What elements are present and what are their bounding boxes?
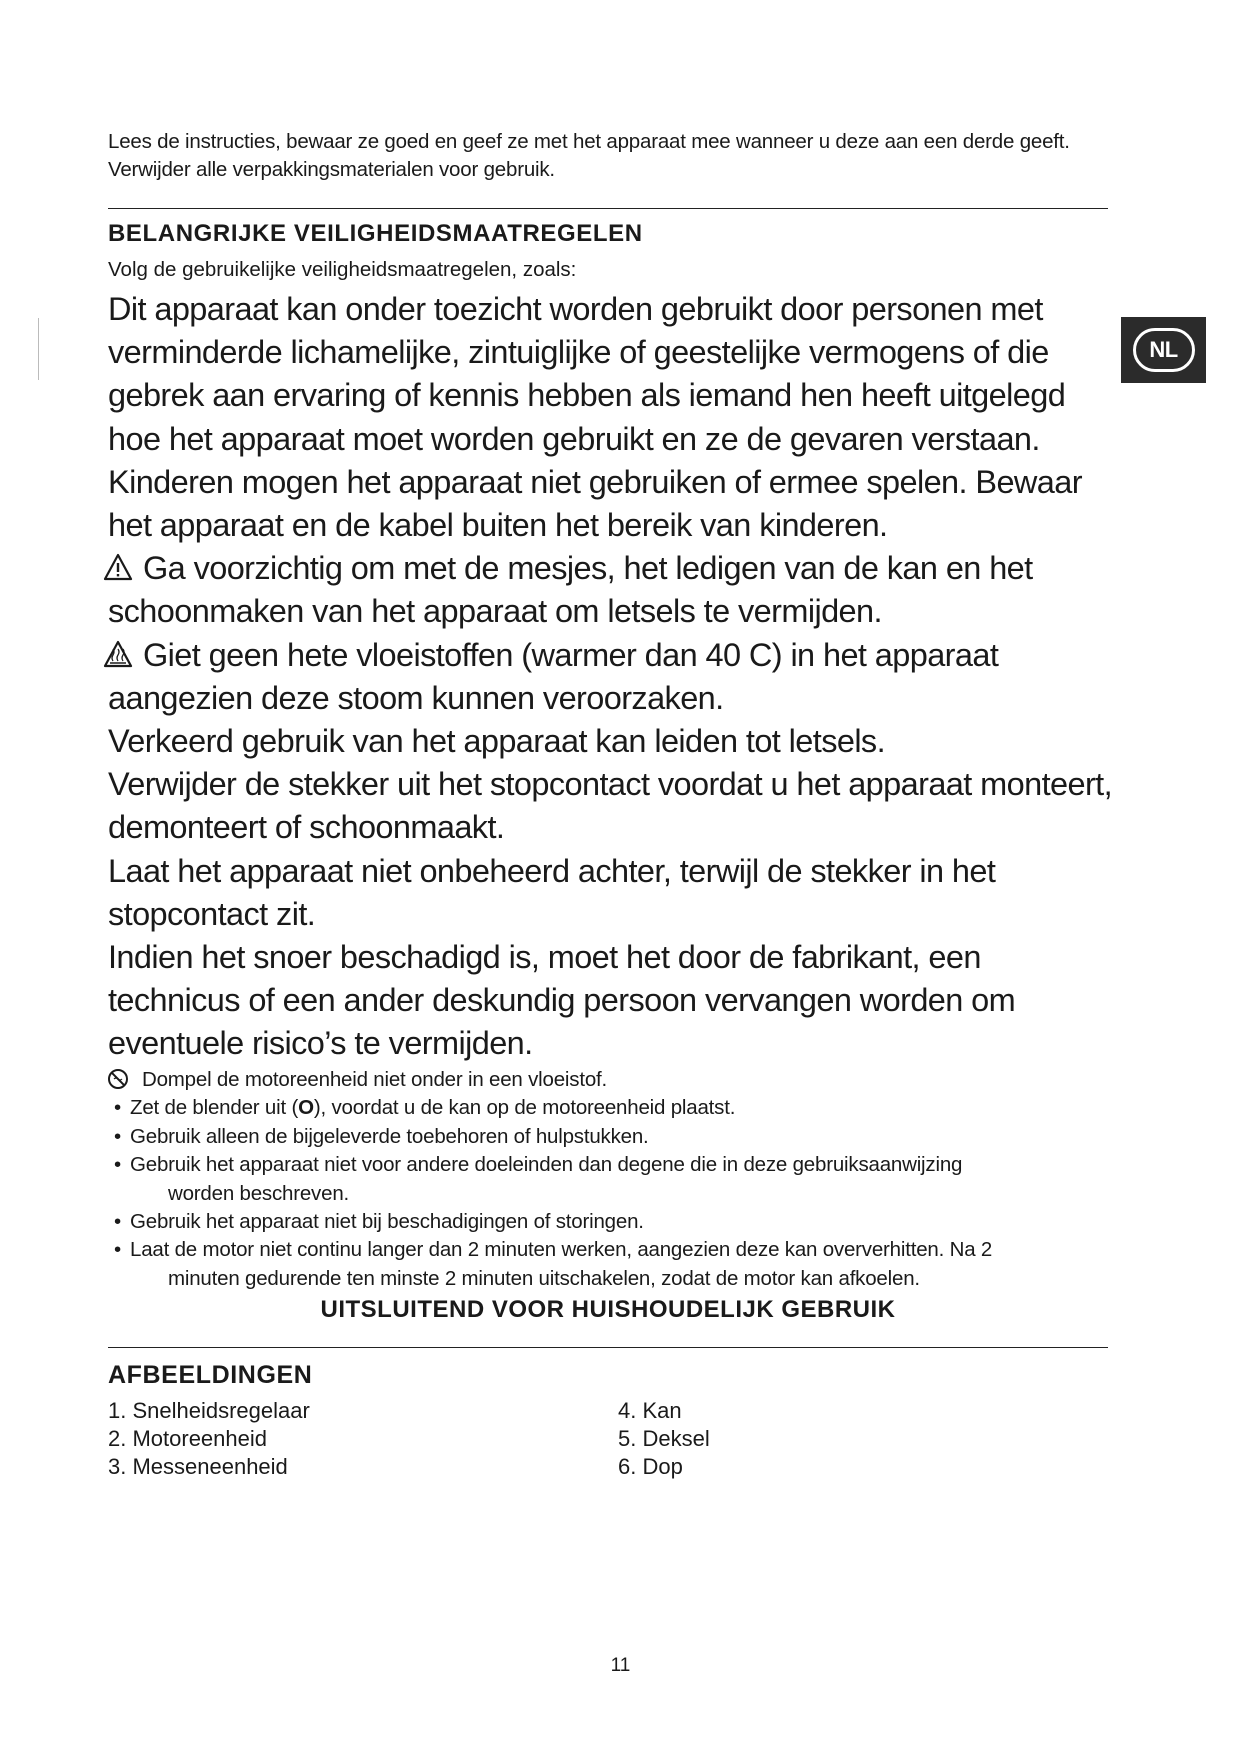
safety-small-list xyxy=(108,1066,1118,1293)
unplug-paragraph: Verwijder de stekker uit het stopcontact voordat u het apparaat monteert, demonteert of schoonmaakt. xyxy=(108,766,1113,846)
safety-large-text xyxy=(108,288,1118,1066)
immerse-note-text: Dompel de motoreenheid niet onder in een vloeistof. xyxy=(142,1068,608,1091)
list-item: • Gebruik het apparaat niet voor andere doeleinden dan degene die in deze gebruiksaanwijzing worden beschreven. xyxy=(114,1153,963,1205)
cord-paragraph: Indien het snoer beschadigd is, moet het door de fabrikant, een technicus of een ander deskundig persoon vervangen worden om eventuele risico’s te vermijden. xyxy=(108,939,1016,1062)
blades-warning xyxy=(108,547,1118,633)
margin-mark xyxy=(38,318,39,380)
warning-triangle-icon xyxy=(103,553,133,581)
list-item: 4. Kan xyxy=(618,1398,682,1423)
bullet-dot: • xyxy=(114,1096,121,1120)
list-item: • Zet de blender uit (O), voordat u de kan op de motoreenheid plaatst. xyxy=(108,1094,1118,1122)
page-number: 11 xyxy=(610,1655,631,1676)
safety-subtitle: Volg de gebruikelijke veiligheidsmaatregelen, zoals: xyxy=(108,258,577,281)
figures-heading: AFBEELDINGEN xyxy=(108,1361,313,1389)
language-tab xyxy=(1121,317,1206,383)
list-item: 1. Snelheidsregelaar xyxy=(108,1398,310,1423)
list-item: • Laat de motor niet continu langer dan 2 minuten werken, aangezien deze kan oververhitten. Na 2 minuten gedurende ten minste 2 minuten uitschakelen, zodat de motor kan afkoelen. xyxy=(114,1238,993,1290)
bullet-dot: • xyxy=(114,1210,121,1234)
bullet-dot: • xyxy=(114,1124,121,1148)
hot-liquid-warning-text: Giet geen hete vloeistoffen (warmer dan 40 C) in het apparaat aangezien deze stoom kunnen veroorzaken. xyxy=(108,636,999,716)
household-only-notice: UITSLUITEND VOOR HUISHOUDELIJK GEBRUIK xyxy=(320,1296,896,1323)
supervision-paragraph: Dit apparaat kan onder toezicht worden gebruikt door personen met verminderde lichamelijke, zintuiglijke of geestelijke vermogens of die gebrek aan ervaring of kennis hebben als iemand hen heeft uitgelegd hoe het apparaat moet worden gebruikt en ze de gevaren verstaan. Kinderen mogen het apparaat niet gebruiken of ermee spelen. Bewaar het apparaat en de kabel buiten het bereik van kinderen. xyxy=(108,291,1082,544)
list-item: • Gebruik alleen de bijgeleverde toebehoren of hulpstukken. xyxy=(108,1123,1118,1151)
hot-liquid-warning xyxy=(108,634,1118,720)
immerse-note xyxy=(108,1066,1118,1094)
hot-surface-warning-icon xyxy=(103,640,133,668)
figures-list-left xyxy=(108,1397,310,1481)
list-item: 2. Motoreenheid xyxy=(108,1426,267,1451)
divider-bottom xyxy=(108,1347,1108,1348)
off-symbol: O xyxy=(298,1096,314,1120)
intro-text: Lees de instructies, bewaar ze goed en geef ze met het apparaat mee wanneer u deze aan een derde geeft. Verwijder alle verpakkingsmaterialen voor gebruik. xyxy=(108,130,1070,181)
divider-top xyxy=(108,208,1108,209)
unattended-paragraph: Laat het apparaat niet onbeheerd achter, terwijl de stekker in het stopcontact zit. xyxy=(108,852,996,932)
list-item: 6. Dop xyxy=(618,1454,683,1479)
bullet-dot: • xyxy=(114,1153,121,1177)
language-tab-label: NL xyxy=(1133,328,1195,372)
bullet-dot: • xyxy=(114,1238,121,1262)
blades-warning-text: Ga voorzichtig om met de mesjes, het ledigen van de kan en het schoonmaken van het apparaat om letsels te vermijden. xyxy=(108,550,1033,630)
misuse-paragraph: Verkeerd gebruik van het apparaat kan leiden tot letsels. xyxy=(108,723,886,760)
list-item: • Gebruik het apparaat niet bij beschadigingen of storingen. xyxy=(108,1208,1118,1236)
safety-heading: BELANGRIJKE VEILIGHEIDSMAATREGELEN xyxy=(108,220,643,247)
list-item: 3. Messeneenheid xyxy=(108,1454,288,1479)
figures-list-right xyxy=(618,1397,710,1481)
no-immerse-icon xyxy=(107,1068,129,1090)
list-item: 5. Deksel xyxy=(618,1426,710,1451)
